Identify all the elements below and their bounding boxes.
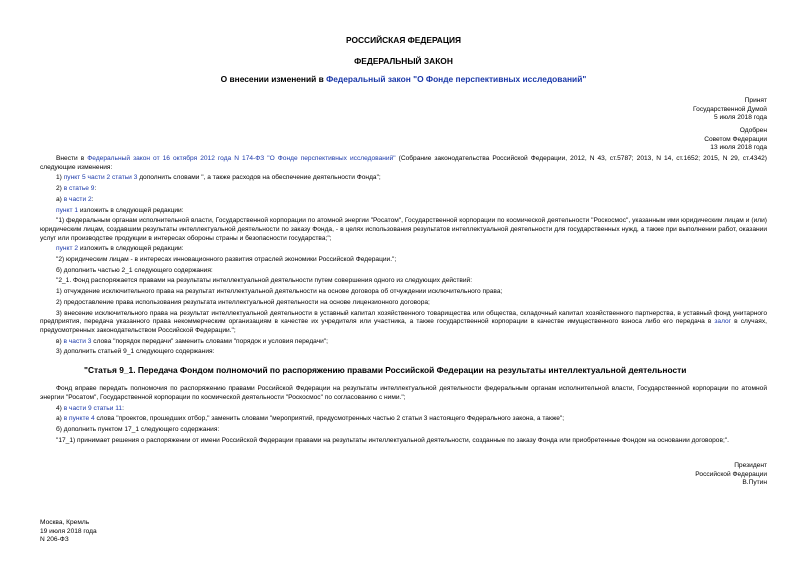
law-title-link[interactable]: Федеральный закон "О Фонде перспективных исследований": [326, 74, 587, 84]
intro-paragraph: Внести в Федеральный закон от 16 октября 2012 года N 174-ФЗ "О Фонде перспективных исследований" (Собрание законодательства Российской Федерации, 2012, N 43, ст.5787; 2013, N 14, ст.1652; 2015, N 29, ст.4342) следующие изменения:: [40, 155, 767, 171]
pledge-link[interactable]: залог: [714, 318, 732, 326]
place-city: Москва, Кремль: [40, 519, 90, 526]
quote-3-3: 3) внесение исключительного права на результат интеллектуальной деятельности в уставный капитал хозяйственного товарищества или общества, складочный капитал хозяйственного партнерства, в уставный фонд унитарного предприятия, передача указанного права некоммерческим организациям в качестве их учредителя или участника, а также государственной корпорации в качестве имущественного взноса либо его передача в залог в случаях, предусмотренных законодательством Российской Федерации.";: [40, 309, 767, 334]
signature-country: Российской Федерации: [695, 470, 767, 478]
council-date: 13 июля 2018 года: [710, 144, 767, 152]
duma-label: Государственной Думой: [693, 105, 767, 113]
base-law-link[interactable]: Федеральный закон от 16 октября 2012 года N 174-ФЗ "О Фонде перспективных исследований": [87, 155, 396, 162]
law-number: N 206-ФЗ: [40, 536, 69, 544]
item-3: 3) дополнить статьей 9_1 следующего содержания:: [56, 348, 215, 356]
article-11-link[interactable]: в части 9 статьи 11: [63, 404, 123, 412]
law-type-heading: ФЕДЕРАЛЬНЫЙ ЗАКОН: [354, 56, 453, 66]
council-approval: [704, 127, 767, 153]
item-2-link[interactable]: в статье 9: [63, 185, 95, 193]
item-2: 2) в статье 9:: [56, 185, 97, 193]
point-1-link[interactable]: пункт 1: [56, 206, 78, 214]
accepted-label: Принят: [744, 97, 767, 104]
quote-3-2: 2) предоставление права использования результата интеллектуальной деятельности на основе лицензионного договора;: [56, 298, 430, 306]
item-4b: б) дополнить пунктом 17_1 следующего содержания:: [56, 425, 220, 433]
point-4-link[interactable]: в пункте 4: [63, 415, 95, 423]
place-date: 19 июля 2018 года: [40, 527, 97, 535]
item-4: 4) в части 9 статьи 11:: [56, 404, 124, 412]
country-heading: РОССИЙСКАЯ ФЕДЕРАЦИЯ: [345, 35, 462, 45]
signature-block: [695, 462, 767, 488]
item-1-link[interactable]: пункт 5 части 2 статьи 3: [63, 174, 138, 182]
item-2a: а) в части 2:: [56, 195, 94, 203]
item-2a-p2: пункт 2 изложить в следующей редакции:: [56, 245, 184, 253]
quote-3: "2_1. Фонд распоряжается правами на результаты интеллектуальной деятельности путем совершения одного из следующих действий:: [56, 277, 473, 285]
law-title-prefix: О внесении изменений в: [220, 74, 327, 84]
item-1: 1) пункт 5 части 2 статьи 3 дополнить словами ", а также расходов на обеспечение деятельности Фонда";: [56, 174, 381, 182]
law-body: [40, 155, 767, 445]
duma-date: 5 июля 2018 года: [713, 114, 767, 122]
place-date-block: [40, 519, 97, 545]
quote-2: "2) юридическим лицам - в интересах инновационного развития отраслей экономики Российской Федерации.";: [56, 256, 397, 264]
article-9-1-text: Фонд вправе передать полномочия по распоряжению правами Российской Федерации на результаты интеллектуальной деятельности федеральным органам исполнительной власти, Государственной корпорации по атомной энергии "Росатом", Государственной корпорации по космической деятельности "Роскосмос" по согласованию с ними.";: [40, 385, 767, 401]
quote-3-1: 1) отчуждение исключительного права на результат интеллектуальной деятельности на основе договора об отчуждении исключительного права;: [56, 288, 503, 296]
signature-role: Президент: [734, 462, 767, 469]
approved-label: Одобрен: [739, 127, 767, 134]
quote-4: "17_1) принимает решения о распоряжении от имени Российской Федерации правами на результаты интеллектуальной деятельности, созданные по заказу Фонда или приобретенные Фондом на основании договоров;".: [56, 436, 729, 444]
law-title: [0, 74, 807, 85]
article-9-1-title: "Статья 9_1. Передача Фондом полномочий по распоряжению правами Российской Федерации на результаты интеллектуальной деятельности: [84, 365, 687, 376]
item-2b: б) дополнить частью 2_1 следующего содержания:: [56, 266, 213, 274]
quote-1: "1) федеральным органам исполнительной власти, Государственной корпорации по атомной энергии "Росатом", Государственной корпорации по космической деятельности "Роскосмос", указанным ими юридическим лицам и (или) юридическим лицам, создавшим результаты интеллектуальной деятельности по заказу Фонда, - в целях использования результатов интеллектуальной деятельности для государственных нужд, а также при выполнении работ, оказании услуг или производстве продукции в интересах обороны страны и безопасности государства;";: [40, 217, 767, 242]
part-3-link[interactable]: в части 3: [63, 337, 92, 345]
item-4a: а) в пункте 4 слова "проектов, прошедших отбор," заменить словами "мероприятий, предусмотренных частью 2 статьи 3 настоящего Федерального закона, а также";: [56, 415, 565, 423]
item-2a-p1: пункт 1 изложить в следующей редакции:: [56, 206, 184, 214]
duma-adoption: [693, 97, 767, 123]
point-2-link[interactable]: пункт 2: [56, 245, 78, 253]
item-2a-link[interactable]: в части 2: [63, 195, 92, 203]
signature-name: В.Путин: [742, 479, 767, 487]
council-label: Советом Федерации: [704, 135, 767, 143]
item-2c: в) в части 3 слова "порядок передачи" заменить словами "порядок и условия передачи";: [56, 337, 328, 345]
